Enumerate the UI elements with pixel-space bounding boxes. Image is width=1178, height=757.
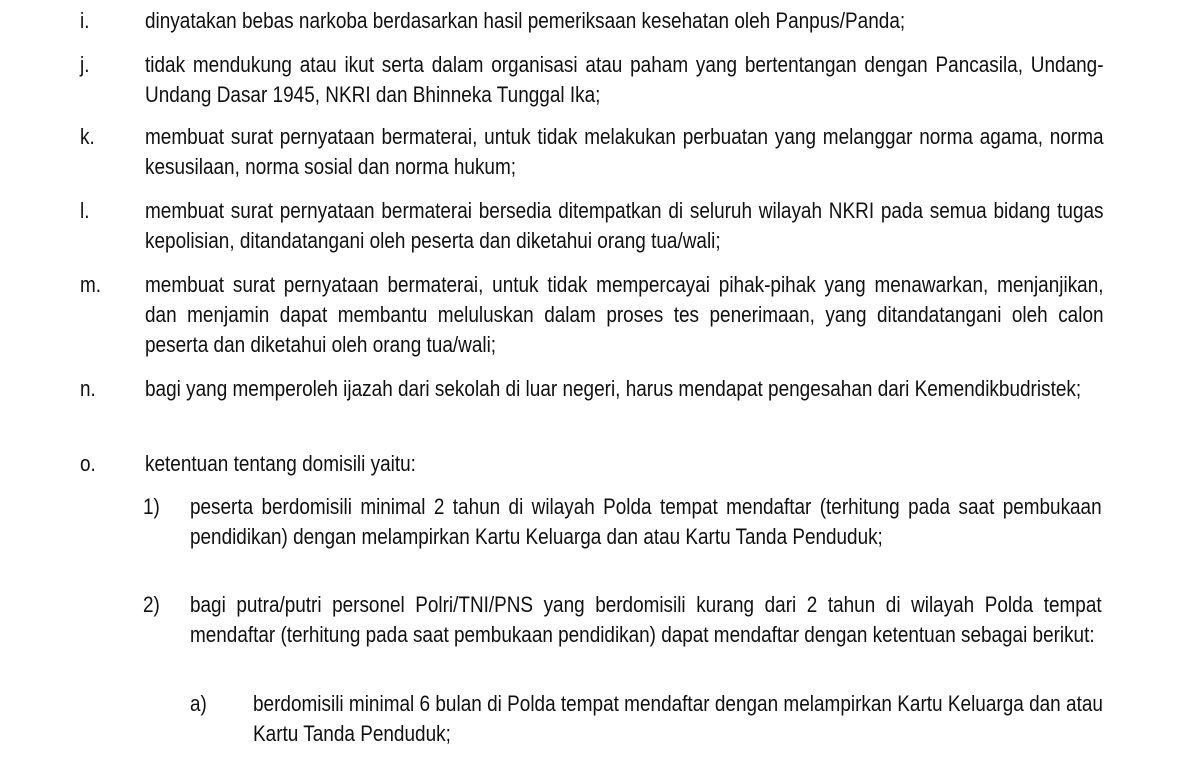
sub-item-text: peserta berdomisili minimal 2 tahun di wilayah Polda tempat mendaftar (terhitung pada saat pembukaan pendidikan) dengan melampirkan Kartu Keluarga dan atau Kartu Tanda Penduduk; xyxy=(190,494,1102,549)
sub-item-text: bagi putra/putri personel Polri/TNI/PNS yang berdomisili kurang dari 2 tahun di wilayah Polda tempat mendaftar (terhitung pada saat pembukaan pendidikan) dapat mendaftar dengan ketentuan sebagai berikut: xyxy=(190,592,1102,647)
list-item-text: tidak mendukung atau ikut serta dalam organisasi atau paham yang bertentangan dengan Pancasila, Undang-Undang Dasar 1945, NKRI dan Bhinneka Tunggal Ika; xyxy=(145,52,1104,107)
list-marker: j. xyxy=(80,52,90,77)
list-marker: k. xyxy=(80,124,95,149)
list-marker: l. xyxy=(80,198,90,223)
list-marker: n. xyxy=(80,376,96,401)
list-item-text: membuat surat pernyataan bermaterai, untuk tidak mempercayai pihak-pihak yang menawarkan, menjanjikan, dan menjamin dapat membantu meluluskan dalam proses tes penerimaan, yang ditandatangani oleh calon peserta dan diketahui oleh orang tua/wali; xyxy=(145,272,1104,357)
sub-list-marker: 2) xyxy=(143,592,160,617)
list-item-text: ketentuan tentang domisili yaitu: xyxy=(145,451,416,476)
list-item-text: bagi yang memperoleh ijazah dari sekolah di luar negeri, harus mendapat pengesahan dari Kemendikbudristek; xyxy=(145,376,1082,401)
list-marker: m. xyxy=(80,272,102,297)
list-item-text: dinyatakan bebas narkoba berdasarkan hasil pemeriksaan kesehatan oleh Panpus/Panda; xyxy=(145,8,906,33)
list-item-text: membuat surat pernyataan bermaterai, untuk tidak melakukan perbuatan yang melanggar norma agama, norma kesusilaan, norma sosial dan norma hukum; xyxy=(145,124,1104,179)
list-marker: i. xyxy=(80,8,90,33)
list-marker: o. xyxy=(80,451,96,476)
list-item-text: membuat surat pernyataan bermaterai bersedia ditempatkan di seluruh wilayah NKRI pada semua bidang tugas kepolisian, ditandatangani oleh peserta dan diketahui orang tua/wali; xyxy=(145,198,1104,253)
sub-sub-item-text: berdomisili minimal 6 bulan di Polda tempat mendaftar dengan melampirkan Kartu Keluarga dan atau Kartu Tanda Penduduk; xyxy=(253,691,1103,746)
sub-list-marker: 1) xyxy=(143,494,160,519)
sub-sub-list-marker: a) xyxy=(190,691,207,716)
